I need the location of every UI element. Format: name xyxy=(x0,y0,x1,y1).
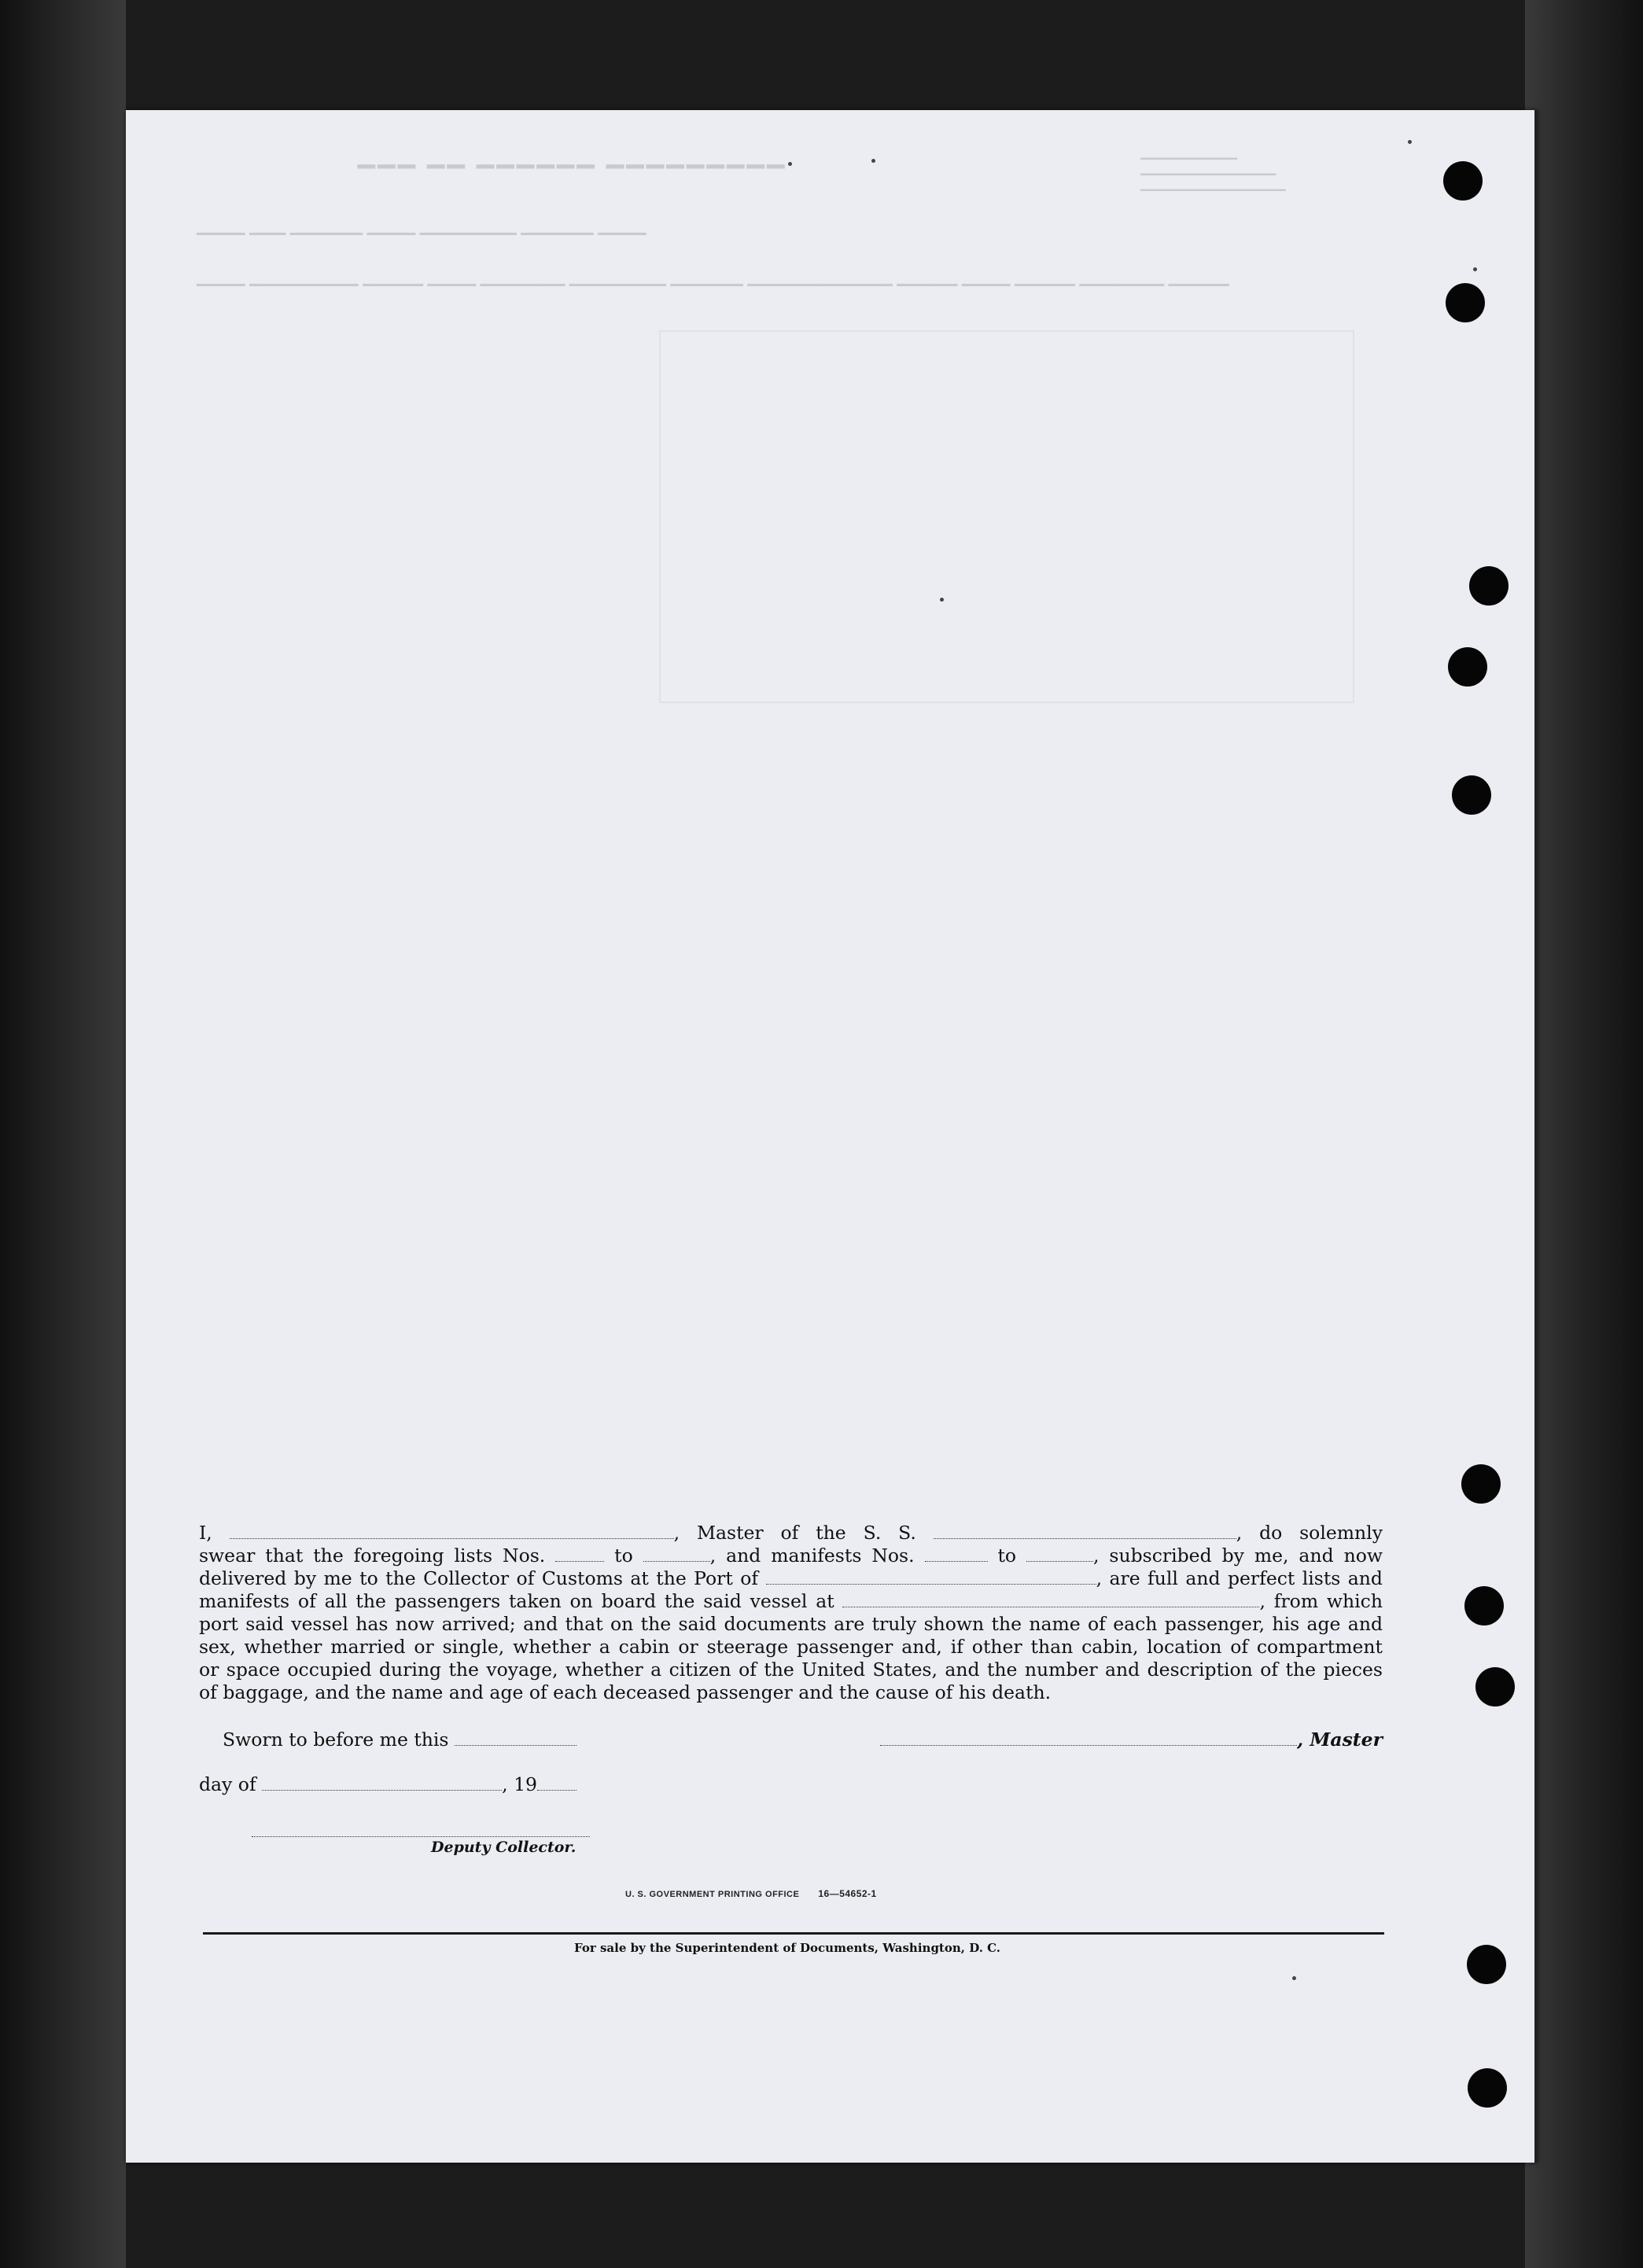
month-blank[interactable] xyxy=(262,1776,502,1791)
master-signature-blank[interactable] xyxy=(880,1731,1297,1746)
master-signature-label: , Master xyxy=(1296,1729,1383,1751)
manifest-to-blank[interactable] xyxy=(1026,1547,1093,1562)
punch-hole xyxy=(1468,2068,1507,2108)
bleed-through-corner: ▁▁▁▁▁▁▁▁▁▁ ▁▁▁▁▁▁▁▁▁▁▁▁▁▁ ▁▁▁▁▁▁▁▁▁▁▁▁▁▁▁ xyxy=(1140,146,1286,191)
dust-speck xyxy=(871,159,875,163)
punch-hole xyxy=(1446,283,1485,322)
bleed-through-title: ▔▔▔ ▔▔ ▔▔▔▔▔▔ ▔▔▔▔▔▔▔▔▔ xyxy=(358,166,788,190)
horizontal-rule xyxy=(203,1932,1384,1935)
deputy-signature-line[interactable] xyxy=(252,1836,590,1837)
sworn-left xyxy=(223,1729,577,1751)
year-blank[interactable] xyxy=(537,1776,577,1791)
paper-edge xyxy=(1534,110,1538,2163)
punch-hole xyxy=(1448,647,1487,687)
dust-speck xyxy=(940,598,944,602)
oath-line-6: sex, whether married or single, whether a cabin or steerage passenger and, if other than cabin, location of compartment xyxy=(199,1636,1383,1658)
oath-line-2 xyxy=(199,1545,1383,1567)
dust-speck xyxy=(1408,140,1412,144)
origin-port-blank[interactable] xyxy=(842,1592,1259,1607)
oath-word: , subscribed by me, and now xyxy=(1093,1545,1383,1567)
punch-hole xyxy=(1469,566,1509,606)
master-oath xyxy=(199,1522,1383,1704)
oath-word: to xyxy=(997,1545,1017,1567)
day-label: day of xyxy=(199,1773,256,1795)
day-row xyxy=(199,1773,577,1795)
oath-word: swear that the foregoing lists Nos. xyxy=(199,1545,546,1567)
oath-word: , are full and perfect lists and xyxy=(1096,1567,1383,1589)
ship-name-blank[interactable] xyxy=(934,1524,1236,1539)
bleed-through-line: ▁▁▁▁ ▁▁▁▁▁▁▁▁▁ ▁▁▁▁▁ ▁▁▁▁ ▁▁▁▁▁▁▁ ▁▁▁▁▁▁▁▁ ▁▁▁▁▁▁ ▁▁▁▁▁▁▁▁▁▁▁▁ ▁▁▁▁▁ ▁▁▁▁ ▁▁▁▁▁ ▁▁▁▁▁▁▁ ▁▁▁▁▁ xyxy=(197,269,1229,286)
punch-hole xyxy=(1452,775,1491,815)
oath-line-3 xyxy=(199,1567,1383,1590)
oath-line-4 xyxy=(199,1590,1383,1613)
list-to-blank[interactable] xyxy=(643,1547,710,1562)
master-name-blank[interactable] xyxy=(230,1524,674,1539)
punch-hole xyxy=(1461,1464,1501,1504)
oath-word: , Master of the S. S. xyxy=(673,1522,916,1544)
punch-hole xyxy=(1464,1586,1504,1626)
dust-speck xyxy=(1292,1976,1296,1980)
oath-line-8: of baggage, and the name and age of each deceased passenger and the cause of his death. xyxy=(199,1681,1052,1703)
oath-word: , and manifests Nos. xyxy=(709,1545,915,1567)
punch-hole xyxy=(1467,1945,1506,1984)
punch-hole xyxy=(1443,161,1483,201)
sworn-date-blank[interactable] xyxy=(455,1731,577,1746)
printing-office-imprint xyxy=(625,1888,877,1899)
manifest-from-blank[interactable] xyxy=(925,1547,988,1562)
oath-word: delivered by me to the Collector of Customs at the Port of xyxy=(199,1567,759,1589)
punch-hole xyxy=(1475,1667,1515,1707)
oath-word: to xyxy=(614,1545,633,1567)
scan-border-left xyxy=(0,0,126,2268)
oath-line-5: port said vessel has now arrived; and that on the said documents are truly shown the name of each passenger, his age and xyxy=(199,1613,1383,1635)
oath-word: , do solemnly xyxy=(1236,1522,1383,1544)
oath-line-7: or space occupied during the voyage, whether a citizen of the United States, and the number and description of the pieces xyxy=(199,1659,1383,1681)
oath-line-1 xyxy=(199,1522,1383,1545)
sale-notice: For sale by the Superintendent of Documents, Washington, D. C. xyxy=(574,1941,1001,1955)
dust-speck xyxy=(1473,267,1477,271)
oath-word: manifests of all the passengers taken on board the said vessel at xyxy=(199,1590,834,1612)
gpo-text: U. S. GOVERNMENT PRINTING OFFICE xyxy=(625,1890,800,1899)
bleed-through-subtitle: ▁▁▁▁ ▁▁▁ ▁▁▁▁▁▁ ▁▁▁▁ ▁▁▁▁▁▁▁▁ ▁▁▁▁▁▁ ▁▁▁▁ xyxy=(197,218,647,235)
oath-word: I, xyxy=(199,1522,212,1544)
deputy-collector-label: Deputy Collector. xyxy=(431,1839,577,1856)
sworn-right xyxy=(880,1729,1383,1751)
form-code: 16—54652-1 xyxy=(818,1888,877,1899)
year-label: , 19 xyxy=(502,1773,537,1795)
oath-word: , from which xyxy=(1259,1590,1383,1612)
scan-border-right xyxy=(1525,0,1643,2268)
list-from-blank[interactable] xyxy=(555,1547,604,1562)
dust-speck xyxy=(788,162,792,166)
port-blank[interactable] xyxy=(766,1570,1096,1585)
sworn-row xyxy=(223,1729,1383,1751)
sworn-label: Sworn to before me this xyxy=(223,1729,449,1751)
bleed-through-box xyxy=(659,330,1354,703)
